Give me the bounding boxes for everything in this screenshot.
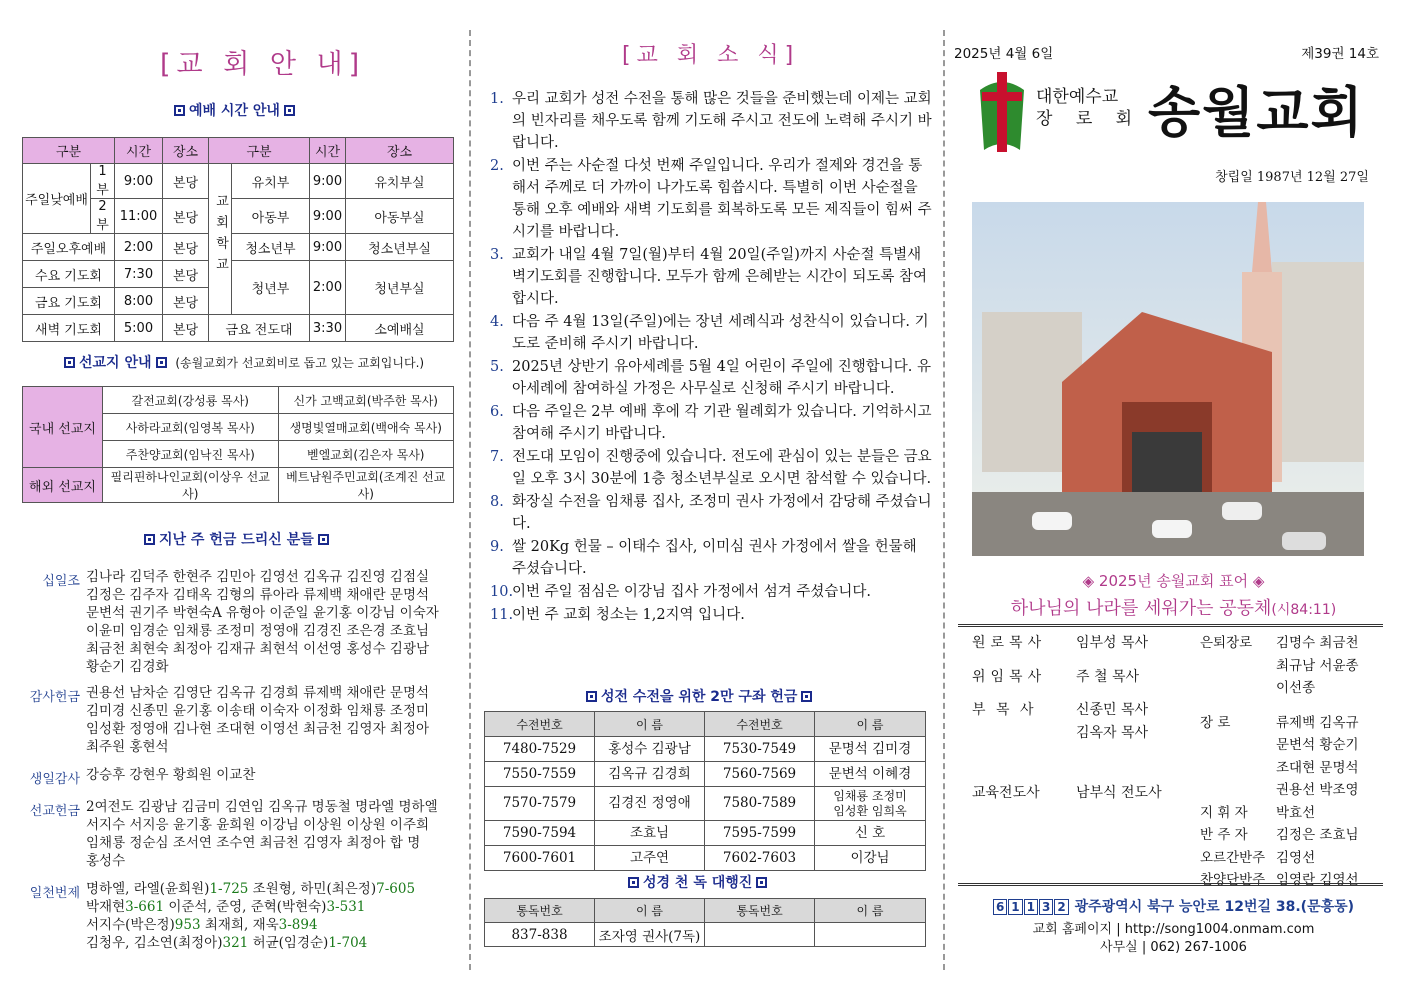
church-building-photo xyxy=(972,202,1364,556)
offering-label: 감사헌금 xyxy=(29,690,80,705)
offering-label-ilcheon: 일천번제 xyxy=(29,886,80,901)
ilcheon-line: 명하엘, 라엘(윤희원)1-725 조원형, 하민(최은정)7-605 xyxy=(86,881,416,897)
elder-group: 지 휘 자 박효선 xyxy=(1200,804,1316,821)
square-bullet-icon xyxy=(174,105,185,116)
elder-group: 찬양단반주 임영란 김영선 xyxy=(1200,872,1359,888)
square-bullet-icon xyxy=(64,357,75,368)
offering-label: 선교헌금 xyxy=(29,804,80,819)
offering-label: 생일감사 xyxy=(29,772,80,787)
news-item xyxy=(492,155,932,243)
repair-offering-table: 수전번호 이 름 수전번호 이 름 7480-7529 홍성수 김광남 7530-7549 문명석 김미경 7550-7559 김옥규 김경희 7560-7569 문변석 이혜경 7570-7579 김경진 정영애 7580-7589 임채룡 조정미 임성환 임희옥 7590-7594 조효님 7595-7599 신 호 7600-7601 고주연 7602-7603 이강님 xyxy=(484,711,926,871)
church-news-title: [교 회 소 식] xyxy=(622,43,800,68)
news-text: 쌀 20Kg 헌물 – 이태수 집사, 이미심 권사 가정에서 쌀을 헌물해 주셨습니다. xyxy=(512,539,917,577)
church-address: 6 1 1 3 2 광주광역시 북구 능안로 12번길 38.(문흥동) xyxy=(944,896,1403,916)
table-row: 7570-7579 김경진 정영애 7580-7589 임채룡 조정미 임성환 임희옥 xyxy=(485,787,926,821)
square-bullet-icon xyxy=(284,105,295,116)
news-text: 교회가 내일 4월 7일(월)부터 4월 20일(주일)까지 사순절 특별새벽기도회를 진행합니다. 모두가 함께 은혜받는 시간이 되도록 참여합시다. xyxy=(512,247,928,307)
offering-line: 최금천 최현숙 최정아 김재규 최현석 이선영 홍성수 김광남 xyxy=(86,641,430,657)
news-number: 1. xyxy=(490,91,504,107)
offering-line: 임채룡 정순심 조서연 조수연 최금천 김영자 최정아 합 명 xyxy=(86,835,421,851)
church-name: 송월교회 xyxy=(1148,81,1365,144)
offering-line: 서지수 서지응 윤기홍 윤희원 이강님 이상원 이상원 이주희 xyxy=(86,817,430,833)
church-logo-cross-icon xyxy=(974,68,1030,154)
news-number: 7. xyxy=(490,449,504,465)
offering-line: 김정은 김주자 김태옥 김형의 류아라 류제백 채애란 문명석 xyxy=(86,587,430,603)
worship-time-table: 구분 시간 장소 구분 시간 장소 주일낮예배 1부 9:00 본당 교회학교 유치부 9:00 유치부실 2부 11:00 본당 아동부 9:00 아동부실 주일오후예배 2:00 본당 청소년부 9:00 청소년부실 수요 기도회 7:30 본당 청년부 2:00 청년부실 금요 기도회 8:00 본당 새벽 기도회 5:00 본당 금요 전도대 3:30 소예배실 xyxy=(22,137,454,342)
news-number: 6. xyxy=(490,404,504,420)
news-number: 10. xyxy=(490,584,514,600)
offering-heading: 지난 주 헌금 드리신 분들 xyxy=(140,529,333,549)
table-row: 7590-7594 조효님 7595-7599 신 호 xyxy=(485,821,926,846)
offering-line: 권용선 남차순 김영단 김옥규 김경희 류제백 채애란 문명석 xyxy=(86,685,430,701)
news-text: 다음 주일은 2부 예배 후에 각 기관 월례회가 있습니다. 기억하시고 참여해 주시기 바랍니다. xyxy=(512,404,932,442)
ilcheon-line: 김청우, 김소연(최정아)321 허균(임경순)1-704 xyxy=(86,935,368,951)
offering-line: 최주원 홍현석 xyxy=(86,739,169,755)
news-text: 전도대 모임이 진행중에 있습니다. 전도에 관심이 있는 분들은 금요일 오후 3시 30분에 1층 청소년부실로 오시면 참석할 수 있습니다. xyxy=(512,449,932,487)
bible-reading-table: 통독번호 이 름 통독번호 이 름 837-838 조자영 권사(7독) xyxy=(484,898,926,947)
square-bullet-icon xyxy=(318,534,329,545)
news-item xyxy=(492,311,932,355)
ilcheon-line: 서지수(박은정)953 최재희, 재욱3-894 xyxy=(86,917,318,933)
news-number: 11. xyxy=(490,607,514,623)
offering-names xyxy=(86,766,456,784)
news-text: 다음 주 4월 13일(주일)에는 장년 세례식과 성찬식이 있습니다. 기도로 준비해 주시기 바랍니다. xyxy=(512,314,929,352)
elder-group: 오르간반주 김영선 xyxy=(1200,849,1316,866)
ilcheon-list xyxy=(86,880,456,952)
news-item xyxy=(492,356,932,400)
square-bullet-icon xyxy=(756,877,767,888)
news-item xyxy=(492,244,932,310)
church-school-label: 교회학교 xyxy=(209,164,232,315)
news-item xyxy=(492,491,932,535)
news-item xyxy=(492,446,932,490)
offering-line: 황순기 김경화 xyxy=(86,659,169,675)
news-text: 2025년 상반기 유아세례를 5월 4일 어린이 주일에 진행합니다. 유아세례에 참여하실 가정은 사무실로 신청해 주시기 바랍니다. xyxy=(512,359,931,397)
church-header-column xyxy=(944,0,1403,992)
postal-code: 6 1 1 3 2 xyxy=(993,899,1070,915)
offering-line: 홍성수 xyxy=(86,853,126,869)
offering-line: 김나라 김덕주 한현주 김민아 김영선 김옥규 김진영 김점실 xyxy=(86,569,430,585)
offering-line: 임성환 정영애 김나현 조대현 이영선 최금천 김영자 최정아 xyxy=(86,721,430,737)
mission-note: (송월교회가 선교회비로 돕고 있는 교회입니다.) xyxy=(175,356,425,370)
news-number: 5. xyxy=(490,359,504,375)
divider-line xyxy=(958,883,1383,886)
table-row: 7480-7529 홍성수 김광남 7530-7549 문명석 김미경 xyxy=(485,737,926,762)
church-office-phone: 사무실 | 062) 267-1006 xyxy=(1100,940,1247,955)
bulletin-date: 2025년 4월 6일 xyxy=(954,46,1054,62)
news-item xyxy=(492,88,932,154)
motto-heading: ◈ 2025년 송월교회 표어 ◈ xyxy=(1082,572,1265,590)
square-bullet-icon xyxy=(801,691,812,702)
bible-reading-heading: 성경 천 독 대행진 xyxy=(624,872,771,892)
square-bullet-icon xyxy=(156,357,167,368)
news-text: 이번 주는 사순절 다섯 번째 주일입니다. 우리가 절제와 경건을 통해서 주께로 더 가까이 나가도록 힘씁시다. 특별히 이번 사순절을 통해 오후 예배와 새벽 기도회를 회복하도록 모든 제직들이 힘써 주시기를 바랍니다. xyxy=(512,158,932,240)
offering-line: 이윤미 임경순 임채룡 조정미 정영애 김경진 조은경 조효님 xyxy=(86,623,430,639)
table-row: 7600-7601 고주연 7602-7603 이강님 xyxy=(485,846,926,871)
mission-heading: 선교지 안내 (송월교회가 선교회비로 돕고 있는 교회입니다.) xyxy=(60,352,424,372)
square-bullet-icon xyxy=(628,877,639,888)
elders-list xyxy=(1200,632,1359,892)
news-item xyxy=(492,401,932,445)
news-text: 화장실 수전을 임채룡 집사, 조정미 권사 가정에서 감당해 주셨습니다. xyxy=(512,494,932,532)
offering-label: 십일조 xyxy=(42,574,80,589)
offering-line: 문변석 권기주 박현숙A 유형아 이준일 윤기홍 이강님 이숙자 xyxy=(86,605,439,621)
ilcheon-line: 박재현3-661 이준석, 준영, 준혁(박현숙)3-531 xyxy=(86,899,366,915)
worship-time-heading: 예배 시간 안내 xyxy=(170,100,299,120)
news-number: 4. xyxy=(490,314,504,330)
church-info-title: [교 회 안 내] xyxy=(160,49,366,80)
news-text: 이번 주 교회 청소는 1,2지역 입니다. xyxy=(512,607,745,623)
news-number: 9. xyxy=(490,539,504,555)
repair-offering-heading: 성전 수전을 위한 2만 구좌 헌금 xyxy=(582,686,816,706)
divider-line xyxy=(958,624,1383,627)
news-item xyxy=(492,536,932,580)
denomination-name: 대한예수교 장 로 회 xyxy=(1036,87,1142,129)
news-text: 우리 교회가 성전 수전을 통해 많은 것들을 준비했는데 이제는 교회의 빈자리를 채우도록 함께 기도해 주시고 전도에 노력해 주시기 바랍니다. xyxy=(512,91,932,151)
founding-date: 창립일 1987년 12월 27일 xyxy=(1215,170,1369,185)
elder-group: 장 로 류제백 김옥규 문변석 황순기 조대현 문명석 권용선 박조영 xyxy=(1200,714,1359,798)
offering-names xyxy=(86,684,456,756)
square-bullet-icon xyxy=(144,534,155,545)
church-info-column xyxy=(0,0,470,992)
church-motto: 하나님의 나라를 세워가는 공동체(시84:11) xyxy=(1010,598,1337,619)
news-text: 이번 주일 점심은 이강님 집사 가정에서 섬겨 주셨습니다. xyxy=(512,584,872,600)
church-news-column xyxy=(472,0,942,992)
offering-line: 김미경 신종민 윤기홍 이송태 이숙자 이정화 임채룡 조정미 xyxy=(86,703,430,719)
offering-names xyxy=(86,568,456,676)
news-item xyxy=(492,581,932,603)
church-homepage[interactable]: 교회 홈페이지 | http://song1004.onmam.com xyxy=(1032,922,1315,937)
offering-line: 강승후 강현우 황희원 이교찬 xyxy=(86,767,256,783)
news-item xyxy=(492,604,932,626)
elder-group: 은퇴장로 김명수 최금천 최규남 서윤종 이선종 xyxy=(1200,635,1359,696)
pastors-list: 원로목사 임부성 목사 위임목사 주 철 목사 부 목 사 신종민 목사 김옥자 목사 교육전도사 남부식 전도사 xyxy=(972,635,1162,801)
news-number: 3. xyxy=(490,247,504,263)
square-bullet-icon xyxy=(586,691,597,702)
table-row: 7550-7559 김옥규 김경희 7560-7569 문변석 이혜경 xyxy=(485,762,926,787)
news-number: 2. xyxy=(490,158,504,174)
bulletin-issue: 제39권 14호 xyxy=(1301,46,1379,62)
elder-group: 반 주 자 김정은 조효님 xyxy=(1200,827,1359,843)
news-list xyxy=(492,88,932,627)
offering-line: 2여전도 김광남 김금미 김연임 김옥규 명동철 명라엘 명하엘 xyxy=(86,799,438,815)
mission-table: 국내 선교지 갈전교회(강성룡 목사) 신가 고백교회(박주한 목사) 사하라교회(임영복 목사) 생명빛열매교회(백애숙 목사) 주찬양교회(임낙진 목사) 벧엘교회(김은자 목사) 해외 선교지 필리핀하나인교회(이상우 선교사) 베트남원주민교회(조계진 선교사) xyxy=(22,386,454,503)
news-number: 8. xyxy=(490,494,504,510)
offering-names xyxy=(86,798,456,870)
